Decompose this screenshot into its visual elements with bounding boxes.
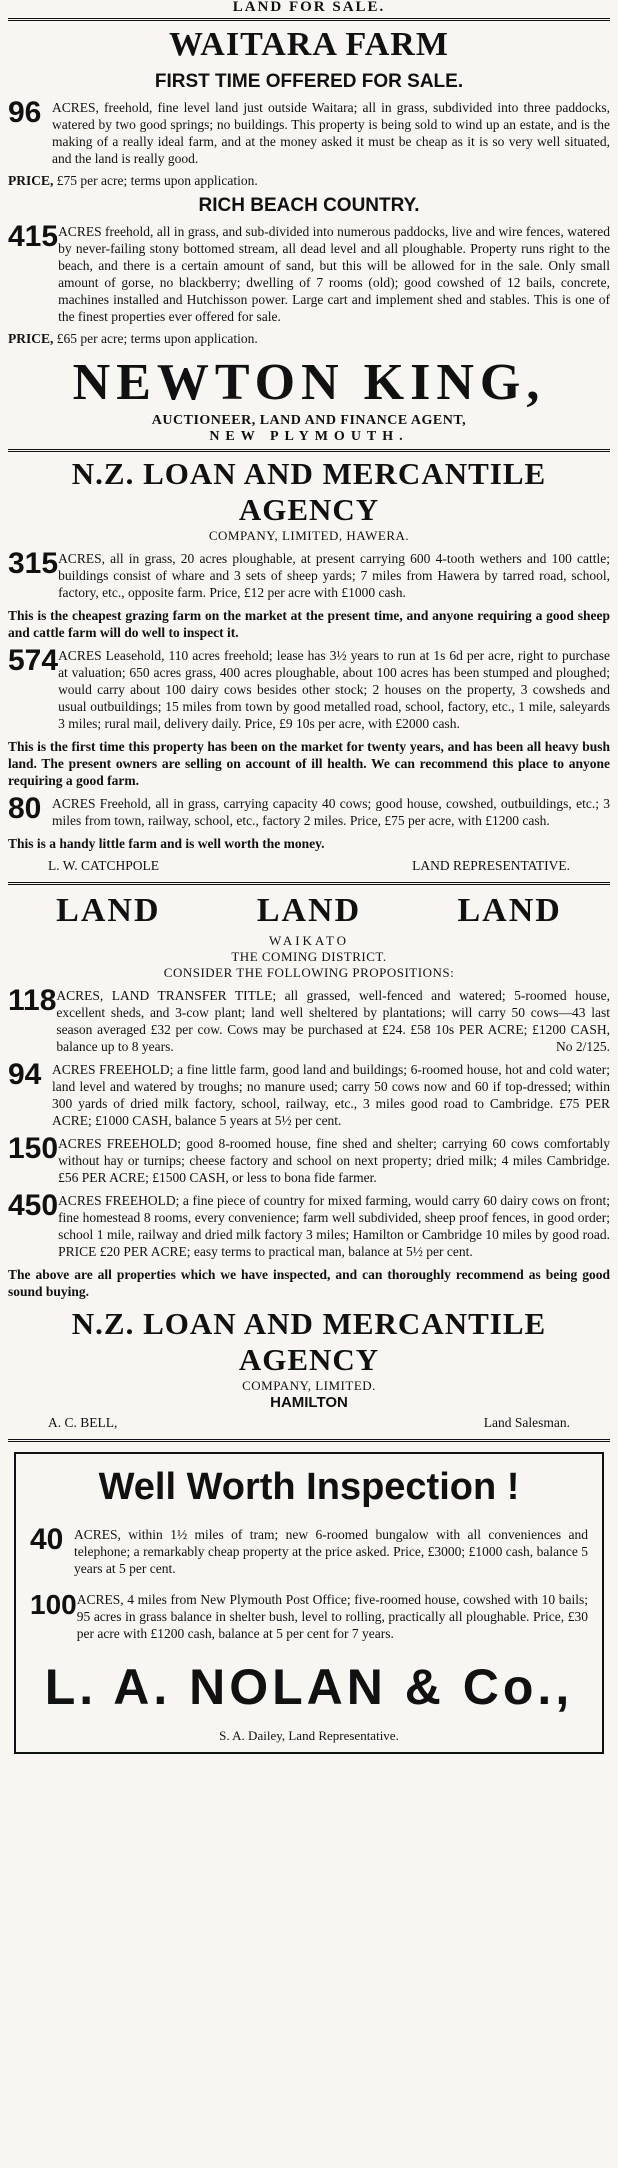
- listing-text: ACRES, within 1½ miles of tram; new 6-roomed bungalow with all conveniences and telephone; a remarkably cheap property at the price asked. Price, £3000; £1000 cash, balance 5 years at 5 per cent.: [74, 1527, 588, 1576]
- listing-text: ACRES FREEHOLD; good 8-roomed house, fine shed and shelter; carrying 60 cows comfortably without hay or turnips; cheese factory and school on next property; dried milk; 4 miles Cambridge. £56 PER ACRE; £1500 CASH, or less to bona fide farmer.: [58, 1136, 610, 1185]
- land-word: LAND: [457, 892, 562, 929]
- listing-number: 315: [8, 547, 59, 580]
- nolan-company: L. A. NOLAN & Co.,: [44, 1659, 574, 1715]
- listing-315-note: This is the cheapest grazing farm on the market at the present time, and anyone requiring a good sheep and cattle farm will do well to inspect it.: [8, 608, 610, 640]
- listing-100: [30, 1591, 588, 1642]
- listing-number: 450: [8, 1189, 59, 1222]
- price-415: [8, 331, 610, 347]
- waikato-closing: The above are all properties which we have inspected, and can thoroughly recommend as being good sound buying.: [8, 1267, 610, 1299]
- signature-name: A. C. BELL,: [48, 1415, 118, 1430]
- listing-text: ACRES freehold, all in grass, and sub-divided into numerous paddocks, live and wire fences, watered by never-failing stony bottomed stream, all dead level and all ploughable. Property runs right to the beach, and there is a certain amount of sand, but this will be allowed for in the sale. Only small amount of gorse, no blackberry; dwelling of 7 rooms (old); good cowshed of 12 bails, concrete, machines installed and Hutchisson power. Large cart and implement shed and stables. This is one of the finest properties ever offered for sale.: [58, 224, 610, 324]
- listing-body: ACRES, LAND TRANSFER TITLE; all grassed, well-fenced and watered; 5-roomed house, excellent sheds, and 3-cow plant; land well sheltered by plantations; will carry 50 cows—43 last season averaged £32 per cow. Cows may be purchased at £24. £58 10s PER ACRE; £1200 CASH, balance up to 8 years.: [56, 988, 610, 1054]
- divider: [8, 18, 610, 21]
- listing-96: [8, 96, 610, 167]
- land-word: LAND: [256, 892, 362, 929]
- listing-315: [8, 547, 610, 601]
- listing-number: 100: [30, 1589, 77, 1620]
- listing-415: [8, 220, 610, 325]
- listing-450: [8, 1189, 610, 1260]
- price-value: £65 per acre; terms upon application.: [56, 331, 258, 346]
- listing-number: 574: [8, 644, 59, 677]
- listing-94: [8, 1058, 610, 1129]
- listing-number: 96: [8, 96, 42, 129]
- signature-name: L. W. CATCHPOLE: [48, 858, 160, 873]
- newton-king-place: NEW PLYMOUTH.: [209, 429, 409, 444]
- page-header: LAND FOR SALE.: [232, 0, 386, 15]
- waikato-region: WAIKATO: [269, 933, 349, 948]
- land-word: LAND: [56, 892, 161, 929]
- listing-80-note: This is a handy little farm and is well worth the money.: [8, 836, 325, 851]
- listing-number: 94: [8, 1058, 42, 1091]
- listing-text: ACRES Leasehold, 110 acres freehold; lease has 3½ years to run at 1s 6d per acre, right to purchase at valuation; 650 acres grass, 400 acres ploughable, about 100 acres has been stumped and ploughed; would carry about 100 dairy cows besides other stock; 2 houses on the property, 3 cowsheds and usual outbuildings; 15 miles from town by good metalled road, school, factory, etc., 1 mile, saleyards 3 miles; rural mail, delivery daily. Price, £9 10s per acre, with £2000 cash.: [58, 648, 610, 731]
- listing-text: ACRES FREEHOLD; a fine piece of country for mixed farming, would carry 60 dairy cows on front; fine homestead 8 rooms, every convenience; farm well subdivided, sheep proof fences, in good order; school 1 mile, railway and dried milk factory 3 miles; Hamilton or Cambridge 10 miles by good road. PRICE £20 PER ACRE; easy terms to practical man, balance at 5½ per cent.: [58, 1193, 610, 1259]
- listing-80: [8, 792, 610, 829]
- listing-150: [8, 1132, 610, 1186]
- waikato-consider: CONSIDER THE FOLLOWING PROPOSITIONS:: [163, 965, 455, 980]
- listing-number: 80: [8, 792, 42, 825]
- listing-number: 415: [8, 220, 59, 253]
- divider: [8, 1439, 610, 1442]
- listing-text: ACRES, all in grass, 20 acres ploughable, at present carrying 600 4-tooth wethers and 100 cattle; buildings consist of whare and 3 sets of sheep yards; 7 miles from Hawera by tarred road, school, factory, etc., opposite farm. Price, £12 per acre with £1000 cash.: [58, 551, 610, 600]
- hamilton-agency-title: N.Z. LOAN AND MERCANTILE AGENCY: [71, 1306, 547, 1377]
- hamilton-signature: [8, 1411, 610, 1435]
- listing-574-note: This is the first time this property has been on the market for twenty years, and has been all heavy bush land. The present owners are selling on account of ill health. We can recommend this place to anyone requiring a good farm.: [8, 739, 610, 788]
- hamilton-place: HAMILTON: [270, 1394, 348, 1411]
- listing-text: [56, 987, 610, 1055]
- listing-text: ACRES Freehold, all in grass, carrying capacity 40 cows; good house, cowshed, outbuildings, etc.; 3 miles from town, railway, school, etc., factory 2 miles. Price, £75 per acre, with £1200 cash.: [52, 796, 610, 828]
- listing-number: 40: [30, 1523, 64, 1556]
- nolan-rep: S. A. Dailey, Land Representative.: [219, 1728, 399, 1743]
- land-heading-row: [8, 889, 610, 933]
- listing-574: [8, 644, 610, 732]
- newton-king-name: NEWTON KING,: [72, 354, 546, 411]
- price-label: PRICE,: [8, 173, 54, 188]
- divider: [8, 449, 610, 452]
- hawera-agency-subtitle: COMPANY, LIMITED, HAWERA.: [208, 528, 410, 543]
- newton-king-role: AUCTIONEER, LAND AND FINANCE AGENT,: [151, 413, 467, 428]
- nolan-headline: Well Worth Inspection !: [98, 1466, 520, 1508]
- listing-number: 118: [8, 984, 57, 1017]
- price-96: [8, 173, 610, 189]
- hamilton-agency-subtitle: COMPANY, LIMITED.: [242, 1378, 376, 1393]
- listing-text: ACRES, freehold, fine level land just outside Waitara; all in grass, subdivided into three paddocks, watered by two good springs; no buildings. This property is being sold to wind up an estate, and is the making of a really ideal farm, and at the money asked it must be cheap as it is so very well situated, and the land is really good.: [52, 100, 610, 166]
- rich-beach-title: RICH BEACH COUNTRY.: [198, 195, 420, 216]
- divider: [8, 882, 610, 885]
- nolan-advert-box: [14, 1452, 604, 1754]
- listing-number: 150: [8, 1132, 59, 1165]
- waitara-title: WAITARA FARM: [169, 26, 449, 63]
- hawera-agency-title: N.Z. LOAN AND MERCANTILE AGENCY: [71, 456, 547, 527]
- signature-role: LAND REPRESENTATIVE.: [412, 858, 570, 873]
- listing-text: ACRES FREEHOLD; a fine little farm, good land and buildings; 6-roomed house, hot and cold water; land level and watered by troughs; no manure used; carry 50 cows now and 60 if top-dressed; within 300 yards of dried milk factory, school, railway, etc., 3 miles good road to Cambridge. £75 PER ACRE; £1000 CASH, balance 5 years at 5½ per cent.: [52, 1062, 610, 1128]
- price-label: PRICE,: [8, 331, 54, 346]
- listing-40: [30, 1523, 588, 1577]
- signature-role: Land Salesman.: [483, 1415, 570, 1430]
- listing-text: ACRES, 4 miles from New Plymouth Post Office; five-roomed house, cowshed with 10 bails; 95 acres in grass balance in shelter bush, level to rolling, practically all ploughable. Price, £30 per acre with £1200 cash, balance at 5 per cent for 7 years.: [76, 1592, 588, 1641]
- hawera-signature: [8, 854, 610, 878]
- waitara-subtitle: FIRST TIME OFFERED FOR SALE.: [154, 71, 464, 92]
- listing-ref: No 2/125.: [556, 1039, 610, 1054]
- waikato-tagline: THE COMING DISTRICT.: [231, 949, 387, 964]
- price-value: £75 per acre; terms upon application.: [56, 173, 258, 188]
- listing-118: [8, 984, 610, 1055]
